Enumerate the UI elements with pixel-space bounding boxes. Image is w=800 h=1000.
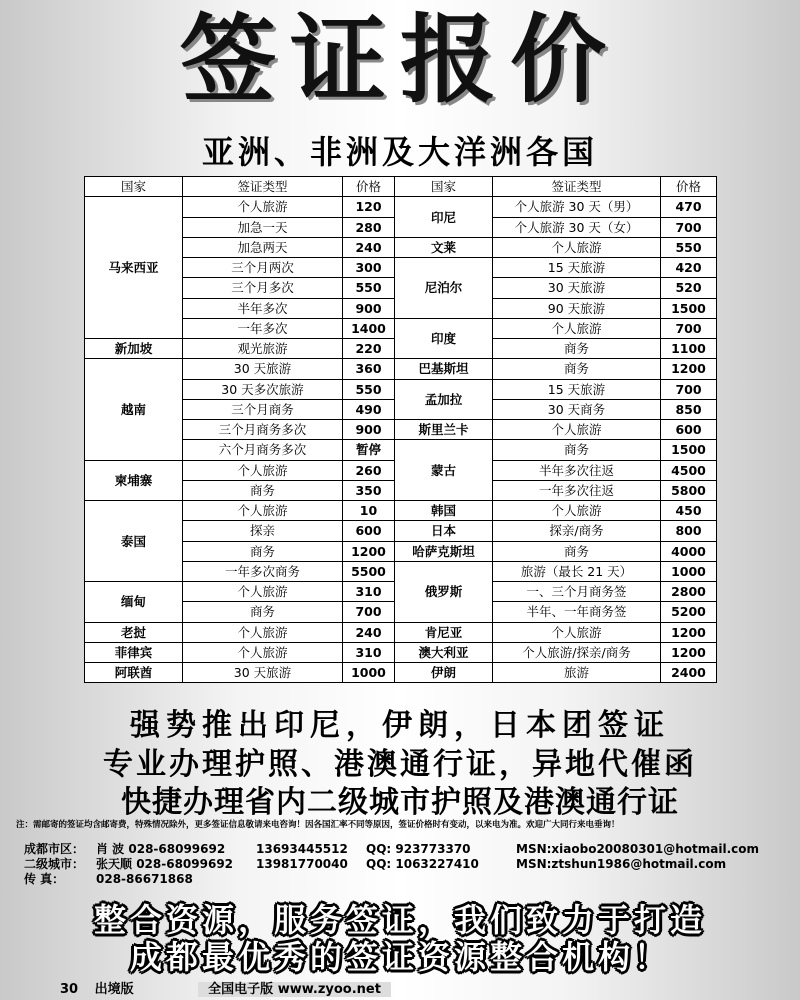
country-cell: 印度: [395, 318, 493, 359]
header-price-right: 价格: [661, 177, 717, 197]
price-cell: 700: [661, 379, 717, 399]
visa-type-cell: 半年、一年商务签: [493, 602, 661, 622]
visa-type-cell: 15 天旅游: [493, 258, 661, 278]
price-cell: 900: [343, 420, 395, 440]
contact-name: 张天顺: [96, 857, 133, 871]
visa-type-cell: 15 天旅游: [493, 379, 661, 399]
country-cell: 孟加拉: [395, 379, 493, 420]
price-cell: 700: [661, 217, 717, 237]
price-cell: 420: [661, 258, 717, 278]
page-number: 30: [60, 982, 79, 997]
visa-price-table: [84, 176, 717, 683]
contact-label: 二级城市：: [24, 857, 85, 871]
visa-type-cell: 一年多次: [183, 318, 343, 338]
visa-type-cell: 个人旅游 30 天（女）: [493, 217, 661, 237]
price-cell: 120: [343, 197, 395, 217]
price-cell: 310: [343, 582, 395, 602]
country-cell: 马来西亚: [85, 197, 183, 339]
visa-type-cell: 90 天旅游: [493, 298, 661, 318]
price-cell: 300: [343, 258, 395, 278]
country-cell: 阿联酋: [85, 663, 183, 683]
visa-type-cell: 30 天旅游: [183, 663, 343, 683]
price-cell: 260: [343, 460, 395, 480]
price-cell: 5800: [661, 480, 717, 500]
visa-type-cell: 三个月商务: [183, 399, 343, 419]
contact-label: 传 真：: [24, 872, 65, 886]
visa-type-cell: 30 天旅游: [493, 278, 661, 298]
country-cell: 缅甸: [85, 582, 183, 623]
visa-type-cell: 个人旅游: [183, 197, 343, 217]
contact-name-phone: [96, 842, 256, 857]
header-type-right: 签证类型: [493, 177, 661, 197]
visa-type-cell: 30 天商务: [493, 399, 661, 419]
contact-name: 肖 波: [96, 842, 125, 856]
visa-type-cell: 半年多次往返: [493, 460, 661, 480]
page-subtitle: 亚洲、非洲及大洋洲各国: [201, 133, 598, 171]
visa-type-cell: 一年多次往返: [493, 480, 661, 500]
visa-type-cell: 观光旅游: [183, 339, 343, 359]
price-cell: 2800: [661, 582, 717, 602]
contact-line: [24, 842, 780, 857]
visa-type-cell: 30 天多次旅游: [183, 379, 343, 399]
price-cell: 1100: [661, 339, 717, 359]
price-cell: 1200: [661, 622, 717, 642]
visa-type-cell: 个人旅游: [493, 318, 661, 338]
price-cell: 350: [343, 480, 395, 500]
price-cell: 5200: [661, 602, 717, 622]
price-cell: 4500: [661, 460, 717, 480]
country-cell: 日本: [395, 521, 493, 541]
visa-type-cell: 个人旅游: [493, 237, 661, 257]
contact-fax: 028-86671868: [96, 872, 193, 886]
contact-info: [24, 842, 780, 902]
country-cell: 伊朗: [395, 663, 493, 683]
promo-line-1: 强势推出印尼，伊朗，日本团签证: [130, 708, 670, 743]
country-cell: 老挝: [85, 622, 183, 642]
price-cell: 1500: [661, 298, 717, 318]
visa-type-cell: 商务: [183, 480, 343, 500]
visa-type-cell: 六个月商务多次: [183, 440, 343, 460]
price-cell: 240: [343, 622, 395, 642]
table-header-row: [85, 177, 717, 197]
price-cell: 700: [661, 318, 717, 338]
country-cell: 印尼: [395, 197, 493, 238]
price-cell: 450: [661, 501, 717, 521]
slogan-line-2: 成都最优秀的签证资源整合机构！: [129, 938, 670, 976]
visa-type-cell: 个人旅游: [493, 622, 661, 642]
visa-type-cell: 加急一天: [183, 217, 343, 237]
price-cell: 550: [661, 237, 717, 257]
contact-qq: QQ: 923773370: [366, 842, 471, 856]
visa-type-cell: 个人旅游: [183, 622, 343, 642]
country-cell: 俄罗斯: [395, 561, 493, 622]
contact-label: 成都市区：: [24, 842, 85, 856]
visa-type-cell: 探亲: [183, 521, 343, 541]
price-cell: 1400: [343, 318, 395, 338]
price-cell: 10: [343, 501, 395, 521]
contact-mobile: 13981770040: [256, 857, 348, 871]
price-cell: 暂停: [343, 440, 395, 460]
visa-type-cell: 商务: [493, 339, 661, 359]
country-cell: 斯里兰卡: [395, 420, 493, 440]
visa-type-cell: 个人旅游: [183, 460, 343, 480]
slogan-line-1: 整合资源，服务签证，我们致力于打造: [93, 901, 706, 939]
price-cell: 360: [343, 359, 395, 379]
footnote: 注：需邮寄的签证均含邮寄费，特殊情况除外，更多签证信息敬请来电咨询！因各国汇率不同等原因，签证价格时有变动，以来电为准。欢迎广大同行来电垂询！: [16, 820, 620, 830]
price-cell: 700: [343, 602, 395, 622]
country-cell: 蒙古: [395, 440, 493, 501]
contact-phone: 028-68099692: [128, 842, 226, 856]
price-cell: 4000: [661, 541, 717, 561]
promo-line-3: 快捷办理省内二级城市护照及港澳通行证: [121, 785, 679, 820]
country-cell: 越南: [85, 359, 183, 460]
visa-type-cell: 三个月多次: [183, 278, 343, 298]
visa-type-cell: 个人旅游 30 天（男）: [493, 197, 661, 217]
country-cell: 韩国: [395, 501, 493, 521]
table-row: [85, 663, 717, 683]
header-price-left: 价格: [343, 177, 395, 197]
price-cell: 900: [343, 298, 395, 318]
visa-type-cell: 个人旅游/探亲/商务: [493, 642, 661, 662]
price-cell: 220: [343, 339, 395, 359]
country-cell: 菲律宾: [85, 642, 183, 662]
price-cell: 550: [343, 278, 395, 298]
contact-line: [24, 872, 780, 887]
country-cell: 泰国: [85, 501, 183, 582]
price-cell: 600: [343, 521, 395, 541]
price-cell: 850: [661, 399, 717, 419]
visa-type-cell: 三个月商务多次: [183, 420, 343, 440]
header-type-left: 签证类型: [183, 177, 343, 197]
visa-type-cell: 商务: [493, 541, 661, 561]
header-country-left: 国家: [85, 177, 183, 197]
table-row: [85, 501, 717, 521]
country-cell: 巴基斯坦: [395, 359, 493, 379]
price-cell: 240: [343, 237, 395, 257]
price-cell: 1200: [343, 541, 395, 561]
price-cell: 470: [661, 197, 717, 217]
price-cell: 800: [661, 521, 717, 541]
edition-website: 全国电子版 www.zyoo.net: [198, 982, 391, 997]
country-cell: 哈萨克斯坦: [395, 541, 493, 561]
contact-msn: MSN:ztshun1986@hotmail.com: [516, 857, 727, 871]
visa-type-cell: 三个月两次: [183, 258, 343, 278]
price-cell: 1200: [661, 359, 717, 379]
visa-type-cell: 半年多次: [183, 298, 343, 318]
country-cell: 文莱: [395, 237, 493, 257]
visa-type-cell: 个人旅游: [183, 582, 343, 602]
contact-phone: 028-68099692: [136, 857, 234, 871]
visa-type-cell: 个人旅游: [493, 501, 661, 521]
table-row: [85, 197, 717, 217]
visa-type-cell: 商务: [183, 541, 343, 561]
price-cell: 280: [343, 217, 395, 237]
visa-type-cell: 探亲/商务: [493, 521, 661, 541]
visa-type-cell: 一、三个月商务签: [493, 582, 661, 602]
visa-type-cell: 商务: [493, 359, 661, 379]
price-cell: 1500: [661, 440, 717, 460]
table-row: [85, 622, 717, 642]
contact-name-phone: [96, 857, 256, 872]
country-cell: 肯尼亚: [395, 622, 493, 642]
price-cell: 490: [343, 399, 395, 419]
promo-line-2: 专业办理护照、港澳通行证，异地代催函: [103, 747, 697, 782]
country-cell: 澳大利亚: [395, 642, 493, 662]
country-cell: 尼泊尔: [395, 258, 493, 319]
visa-type-cell: 30 天旅游: [183, 359, 343, 379]
country-cell: 柬埔寨: [85, 460, 183, 501]
page-footer: [60, 980, 760, 1000]
table-row: [85, 359, 717, 379]
price-cell: 1000: [661, 561, 717, 581]
price-cell: 600: [661, 420, 717, 440]
price-cell: 310: [343, 642, 395, 662]
header-country-right: 国家: [395, 177, 493, 197]
price-cell: 1200: [661, 642, 717, 662]
price-cell: 2400: [661, 663, 717, 683]
table-row: [85, 642, 717, 662]
visa-type-cell: 商务: [183, 602, 343, 622]
section-name: 出境版: [94, 982, 134, 997]
visa-type-cell: 旅游（最长 21 天）: [493, 561, 661, 581]
visa-type-cell: 个人旅游: [183, 501, 343, 521]
price-cell: 1000: [343, 663, 395, 683]
contact-line: [24, 857, 780, 872]
visa-type-cell: 商务: [493, 440, 661, 460]
visa-type-cell: 一年多次商务: [183, 561, 343, 581]
visa-type-cell: 加急两天: [183, 237, 343, 257]
price-cell: 520: [661, 278, 717, 298]
contact-mobile: 13693445512: [256, 842, 348, 856]
contact-msn: MSN:xiaobo20080301@hotmail.com: [516, 842, 760, 856]
visa-type-cell: 个人旅游: [493, 420, 661, 440]
visa-type-cell: 旅游: [493, 663, 661, 683]
country-cell: 新加坡: [85, 339, 183, 359]
page-title: 签证报价: [180, 4, 620, 116]
price-cell: 550: [343, 379, 395, 399]
price-cell: 5500: [343, 561, 395, 581]
contact-qq: QQ: 1063227410: [366, 857, 479, 871]
visa-type-cell: 个人旅游: [183, 642, 343, 662]
